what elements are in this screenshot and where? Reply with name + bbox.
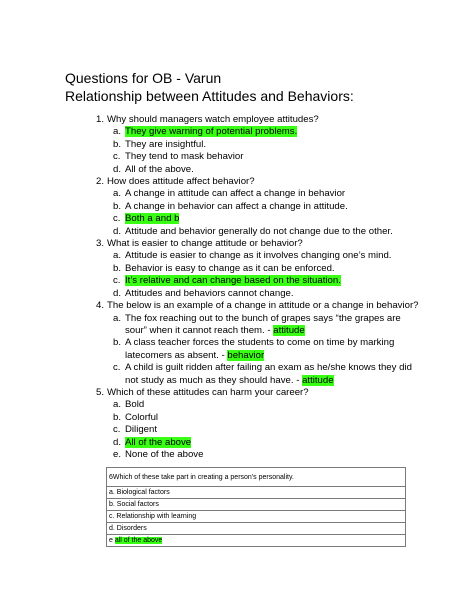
question-number: 1. — [96, 114, 105, 125]
option-letter: c. — [113, 213, 121, 225]
question-number: 4. — [96, 300, 105, 312]
table-row — [107, 523, 406, 535]
answer-option — [0, 437, 415, 449]
answer-option — [0, 139, 415, 151]
question-text: Which of these take part in creating a person's personality. — [112, 473, 294, 481]
answer-option — [0, 250, 415, 262]
option-text: The fox reaching out to the bunch of grapes says “the grapes are sour” when it cannot reach them. - — [125, 312, 401, 336]
option-letter: d. — [109, 525, 117, 532]
question-line — [0, 387, 474, 399]
question-number: 6 — [109, 473, 113, 481]
option-letter: d. — [113, 225, 122, 237]
option-text: Disorders — [116, 525, 147, 532]
answer-highlight: attitude — [273, 324, 305, 336]
option-letter: b. — [109, 501, 117, 508]
option-letter: b. — [113, 262, 122, 274]
option-letter: b. — [113, 200, 122, 212]
answer-option — [0, 288, 415, 300]
question-line — [0, 176, 474, 188]
option-letter: d. — [113, 436, 122, 448]
option-text: Both a and b — [125, 213, 180, 225]
option-letter: a. — [113, 250, 122, 262]
option-text: All of the above — [125, 436, 192, 448]
option-text: A change in behavior can affect a change in attitude. — [125, 200, 348, 212]
option-letter: c. — [113, 275, 121, 287]
option-text: It’s relative and can change based on the situation. — [125, 275, 341, 287]
question-text: Which of these attitudes can harm your career? — [107, 386, 309, 398]
option-text: Attitude and behavior generally do not change due to the other. — [125, 225, 393, 237]
option-letter: a. — [113, 126, 122, 138]
question-line — [0, 114, 474, 126]
option-letter: e. — [113, 448, 122, 460]
question-text: How does attitude affect behavior? — [107, 176, 255, 188]
option-letter: c. — [109, 513, 117, 520]
question-text: The below is an example of a change in attitude or a change in behavior? — [107, 300, 419, 312]
answer-option — [0, 126, 415, 138]
table-cell — [107, 499, 406, 511]
answer-option — [0, 201, 415, 213]
document-title: Questions for OB - Varun — [65, 70, 222, 86]
option-text: Social factors — [116, 501, 159, 508]
answer-highlight: behavior — [227, 349, 265, 361]
option-text: Bold — [125, 399, 145, 411]
table-row — [107, 499, 406, 511]
answer-highlight: attitude — [302, 374, 334, 386]
question-number: 5. — [96, 386, 105, 398]
answer-option — [0, 263, 415, 275]
question-item — [0, 114, 474, 176]
answer-option — [0, 151, 415, 163]
option-text: Relationship with learning — [116, 513, 197, 520]
option-letter: a. — [113, 188, 122, 200]
option-text: They are insightful. — [125, 138, 207, 150]
option-text: Attitudes and behaviors cannot change. — [125, 287, 294, 299]
option-text: They give warning of potential problems. — [125, 126, 298, 138]
option-letter: a. — [113, 312, 122, 324]
option-text: They tend to mask behavior — [125, 151, 244, 163]
option-letter: d. — [113, 163, 122, 175]
question-text: What is easier to change attitude or behavior? — [107, 238, 303, 250]
option-text: A child is guilt ridden after failing an exam as he/she knows they did not study as much as they should have. - — [125, 362, 412, 386]
answer-option — [0, 313, 415, 338]
option-text: Diligent — [125, 424, 157, 436]
answer-option — [0, 226, 415, 238]
question-number: 2. — [96, 176, 105, 188]
option-text: None of the above — [125, 448, 204, 460]
option-text: All of the above. — [125, 163, 194, 175]
option-letter: c. — [113, 151, 121, 163]
option-text: Colorful — [125, 411, 159, 423]
option-text: Attitude is easier to change as it involves changing one’s mind. — [125, 250, 392, 262]
option-letter: e — [109, 537, 115, 544]
answer-option — [0, 412, 415, 424]
question-line — [0, 300, 474, 312]
table-cell — [107, 535, 406, 547]
table-cell — [107, 487, 406, 499]
answer-option — [0, 213, 415, 225]
option-text: A change in attitude can affect a change in behavior — [125, 188, 346, 200]
option-text: all of the above — [114, 537, 163, 544]
option-letter: c. — [113, 424, 121, 436]
option-text: A class teacher forces the students to come on time by marking latecomers as absent. - — [125, 337, 395, 361]
answer-option — [0, 188, 415, 200]
answer-option — [0, 337, 415, 362]
option-letter: b. — [113, 337, 122, 349]
question-item — [0, 238, 474, 300]
answer-option — [0, 164, 415, 176]
question-item — [0, 176, 474, 238]
table-row — [107, 535, 406, 547]
document-subtitle: Relationship between Attitudes and Behaviors: — [65, 88, 354, 104]
option-text: Behavior is easy to change as it can be enforced. — [125, 262, 335, 274]
answer-option — [0, 424, 415, 436]
question-number: 3. — [96, 238, 105, 250]
table-row — [107, 487, 406, 499]
answer-option — [0, 275, 415, 287]
question-list — [0, 114, 474, 461]
option-letter: a. — [113, 399, 122, 411]
answer-option — [0, 449, 415, 461]
table-cell — [107, 468, 406, 487]
question-text: Why should managers watch employee attitudes? — [107, 114, 319, 125]
table-cell — [107, 511, 406, 523]
option-letter: b. — [113, 138, 122, 150]
question-item — [0, 300, 474, 387]
question-line — [0, 238, 474, 250]
question-item — [0, 387, 474, 461]
option-letter: c. — [113, 362, 121, 374]
question-6-table — [106, 467, 406, 547]
option-letter: a. — [109, 489, 117, 496]
option-text: Biological factors — [116, 489, 170, 496]
option-letter: b. — [113, 411, 122, 423]
table-cell — [107, 523, 406, 535]
answer-option — [0, 362, 415, 387]
option-letter: d. — [113, 287, 122, 299]
table-row — [107, 511, 406, 523]
table-row — [107, 468, 406, 487]
answer-option — [0, 399, 415, 411]
